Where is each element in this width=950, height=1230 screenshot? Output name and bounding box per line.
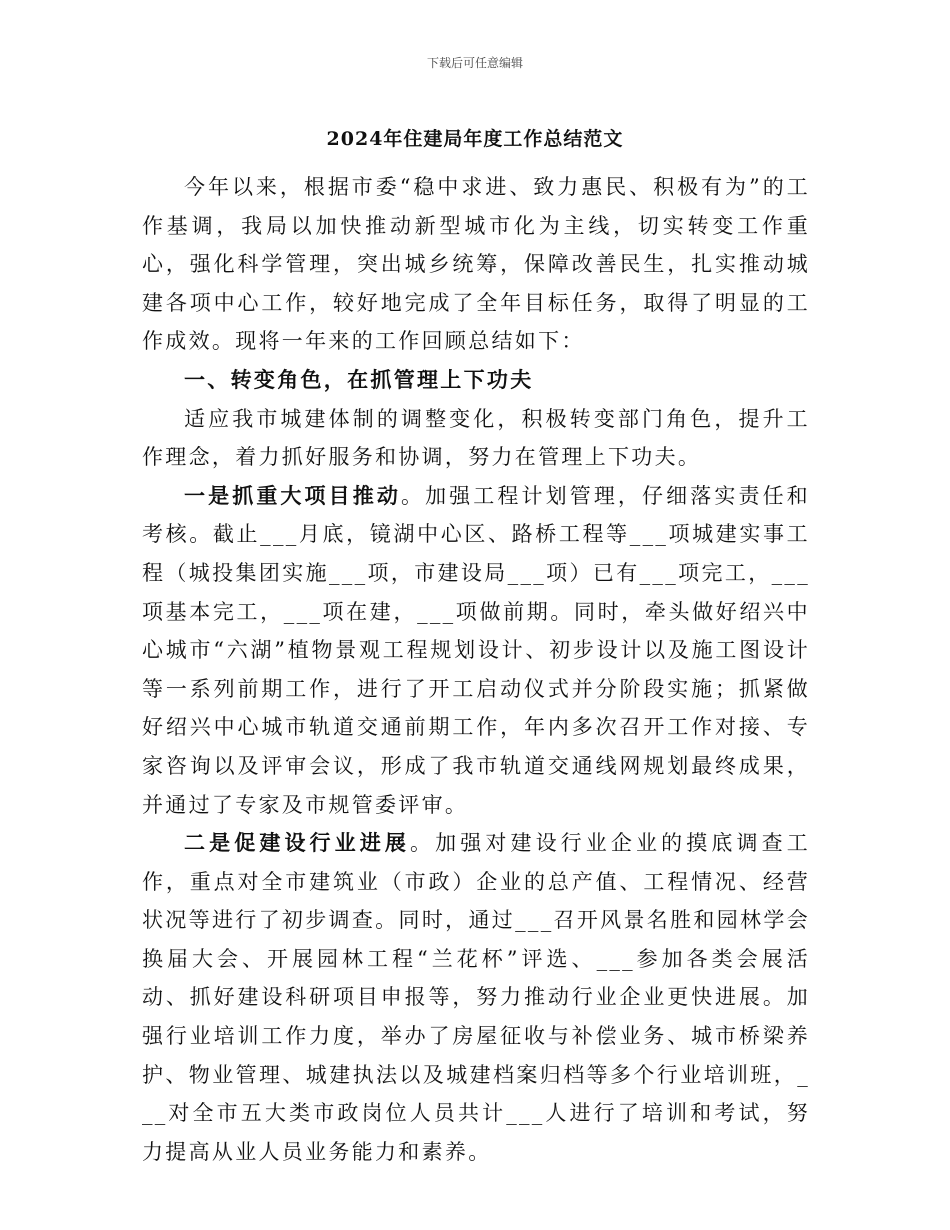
item-1-lead: 一是抓重大项目推动 bbox=[184, 482, 401, 508]
section-1-intro-paragraph: 适应我市城建体制的调整变化，积极转变部门角色，提升工作理念，着力抓好服务和协调，努力在管理上下功夫。 bbox=[142, 406, 810, 470]
section-heading-1: 一、转变角色，在抓管理上下功夫 bbox=[184, 366, 534, 392]
item-1-paragraph bbox=[142, 477, 810, 824]
item-1-body: 。加强工程计划管理，仔细落实责任和考核。截止___月底，镜湖中心区、路桥工程等___项城建实事工程（城投集团实施___项，市建设局___项）已有___项完工，___项基本完工，___项在建，___项做前期。同时，牵头做好绍兴中心城市“六湖”植物景观工程规划设计、初步设计以及施工图设计等一系列前期工作，进行了开工启动仪式并分阶段实施；抓紧做好绍兴中心城市轨道交通前期工作，年内多次召开工作对接、专家咨询以及评审会议，形成了我市轨道交通线网规划最终成果，并通过了专家及市规管委评审。 bbox=[142, 483, 810, 817]
item-2-lead: 二是促建设行业进展 bbox=[184, 830, 411, 856]
document-body bbox=[142, 168, 810, 1171]
header-note: 下载后可任意编辑 bbox=[426, 56, 523, 70]
document-title: 2024年住建局年度工作总结范文 bbox=[326, 128, 624, 150]
item-2-paragraph bbox=[142, 824, 810, 1171]
intro-paragraph: 今年以来，根据市委“稳中求进、致力惠民、积极有为”的工作基调，我局以加快推动新型城市化为主线，切实转变工作重心，强化科学管理，突出城乡统筹，保障改善民生，扎实推动城建各项中心工作，较好地完成了全年目标任务，取得了明显的工作成效。现将一年来的工作回顾总结如下： bbox=[142, 175, 810, 354]
item-2-body: 。加强对建设行业企业的摸底调查工作，重点对全市建筑业（市政）企业的总产值、工程情况、经营状况等进行了初步调查。同时，通过___召开风景名胜和园林学会换届大会、开展园林工程“兰花杯”评选、___参加各类会展活动、抓好建设科研项目申报等，努力推动行业企业更快进展。加强行业培训工作力度，举办了房屋征收与补偿业务、城市桥梁养护、物业管理、城建执法以及城建档案归档等多个行业培训班，___对全市五大类市政岗位人员共计___人进行了培训和考试，努力提高从业人员业务能力和素养。 bbox=[142, 831, 810, 1164]
